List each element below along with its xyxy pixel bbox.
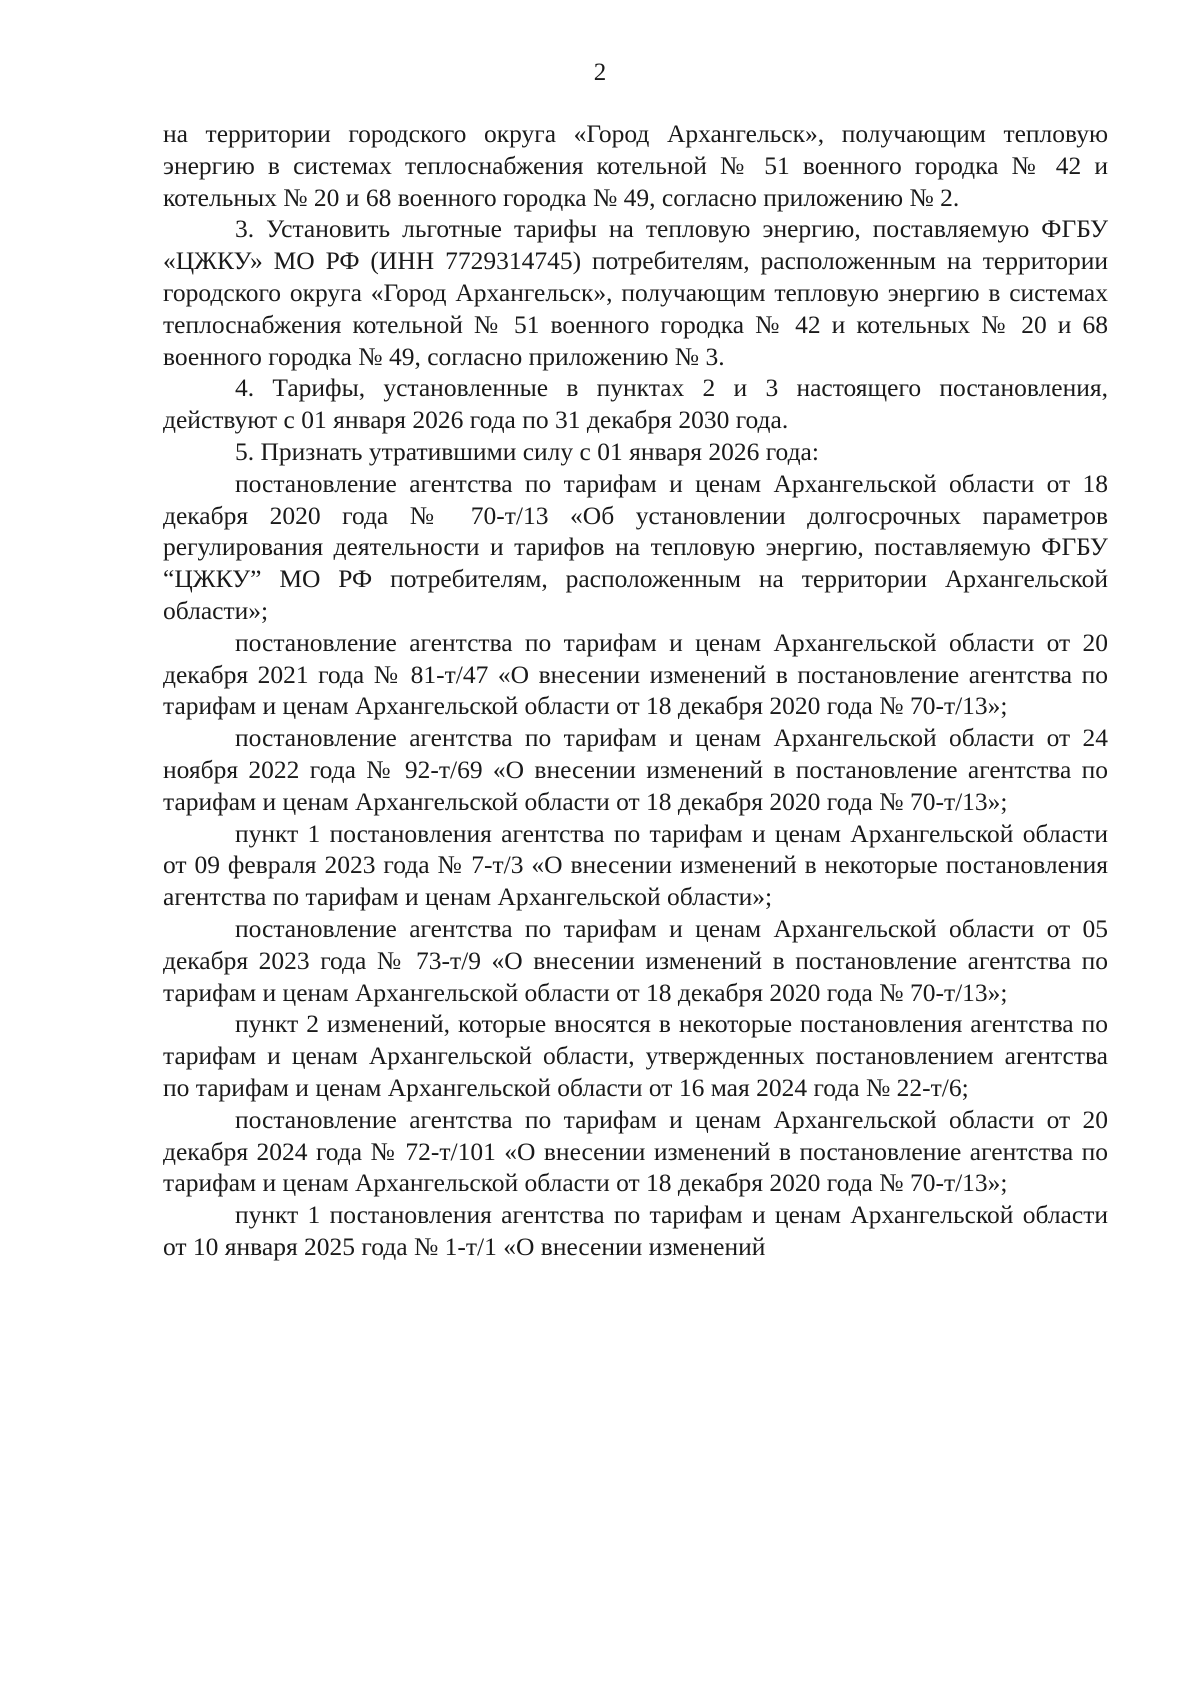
paragraph-item-4: 4. Тарифы, установленные в пунктах 2 и 3 настоящего постановления, действуют с 01 января 2026 года по 31 декабря 2030 года. <box>163 373 1108 435</box>
repealed-act-6: пункт 2 изменений, которые вносятся в некоторые постановления агентства по тарифам и ценам Архангельской области, утвержденных постановлением агентства по тарифам и ценам Архангельской области от 16 мая 2024 года № 22-т/6; <box>163 1009 1108 1102</box>
repealed-act-4: пункт 1 постановления агентства по тарифам и ценам Архангельской области от 09 февраля 2023 года № 7-т/3 «О внесении изменений в некоторые постановления агентства по тарифам и ценам Архангельской области»; <box>163 818 1108 912</box>
paragraph-item-5: 5. Признать утратившими силу с 01 января 2026 года: <box>235 436 819 466</box>
repealed-act-5: постановление агентства по тарифам и ценам Архангельской области от 05 декабря 2023 года № 73-т/9 «О внесении изменений в постановление агентства по тарифам и ценам Архангельской области от 18 декабря 2020 года № 70-т/13»; <box>163 913 1108 1007</box>
repealed-act-3: постановление агентства по тарифам и ценам Архангельской области от 24 ноября 2022 года № 92-т/69 «О внесении изменений в постановление агентства по тарифам и ценам Архангельской области от 18 декабря 2020 года № 70-т/13»; <box>163 723 1108 816</box>
repealed-act-7: постановление агентства по тарифам и ценам Архангельской области от 20 декабря 2024 года № 72-т/101 «О внесении изменений в постановление агентства по тарифам и ценам Архангельской области от 18 декабря 2020 года № 70-т/13»; <box>163 1104 1108 1198</box>
document-body <box>163 118 1108 1263</box>
page-number: 2 <box>593 59 607 86</box>
repealed-act-8: пункт 1 постановления агентства по тарифам и ценам Архангельской области от 10 января 2025 года № 1-т/1 «О внесении изменений <box>163 1200 1108 1261</box>
repealed-act-2: постановление агентства по тарифам и ценам Архангельской области от 20 декабря 2021 года № 81-т/47 «О внесении изменений в постановление агентства по тарифам и ценам Архангельской области от 18 декабря 2020 года № 70-т/13»; <box>163 627 1108 721</box>
repealed-act-1: постановление агентства по тарифам и ценам Архангельской области от 18 декабря 2020 года № 70-т/13 «Об установлении долгосрочных параметров регулирования деятельности и тарифов на тепловую энергию, поставляемую ФГБУ “ЦЖКУ” МО РФ потребителям, расположенным на территории Архангельской области»; <box>163 468 1108 625</box>
paragraph-continuation: на территории городского округа «Город Архангельск», получающим тепловую энергию в системах теплоснабжения котельной № 51 военного городка № 42 и котельных № 20 и 68 военного городка № 49, согласно приложению № 2. <box>163 119 1108 212</box>
paragraph-item-3: 3. Установить льготные тарифы на тепловую энергию, поставляемую ФГБУ «ЦЖКУ» МО РФ (ИНН 7729314745) потребителям, расположенным на территории городского округа «Город Архангельск», получающим тепловую энергию в системах теплоснабжения котельной № 51 военного городка № 42 и котельных № 20 и 68 военного городка № 49, согласно приложению № 3. <box>163 214 1108 371</box>
